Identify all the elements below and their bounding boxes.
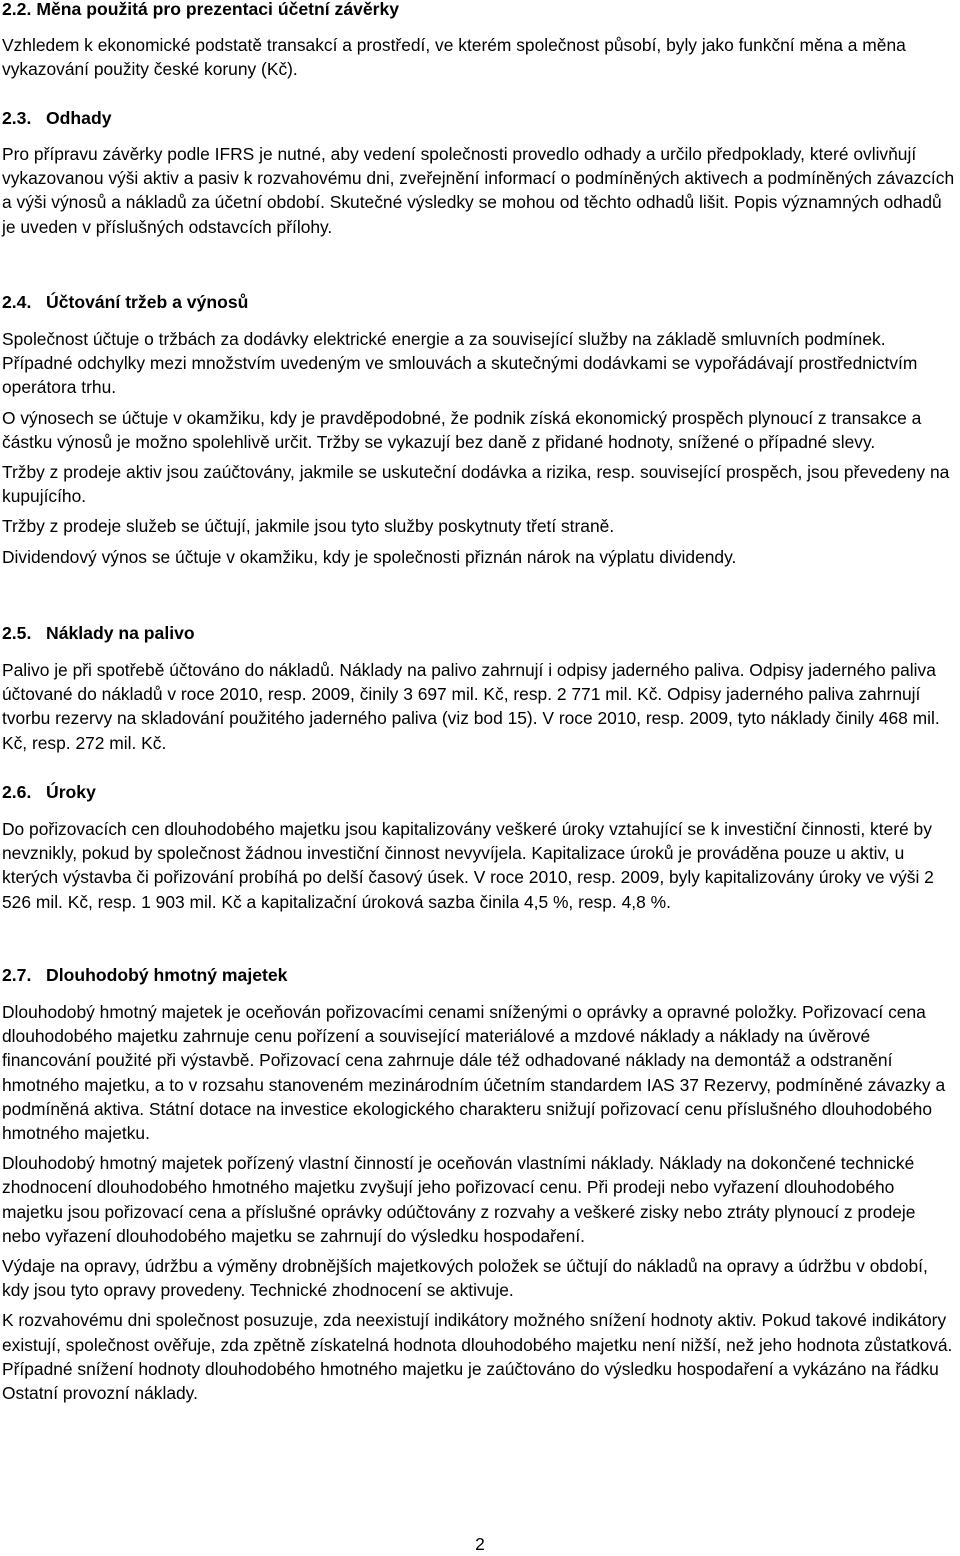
section-number: 2.2. — [2, 0, 32, 19]
paragraph: Palivo je při spotřebě účtováno do nákladů. Náklady na palivo zahrnují i odpisy jaderného paliva. Odpisy jaderného paliva účtované do nákladů v roce 2010, resp. 2009, činily 3 697 mil. Kč, resp. 2 771 mil. Kč. Odpisy jaderného paliva zahrnují tvorbu rezervy na skladování použitého jaderného paliva (viz bod 15). V roce 2010, resp. 2009, tyto náklady činily 468 mil. Kč, resp. 272 mil. Kč. — [2, 660, 940, 753]
section-heading — [2, 0, 958, 21]
section-number: 2.7. — [2, 965, 32, 985]
section-heading — [2, 963, 958, 987]
section-2-3 — [2, 106, 958, 239]
section-2-7 — [2, 963, 958, 1405]
section-2-6 — [2, 780, 958, 914]
paragraph: Společnost účtuje o tržbách za dodávky elektrické energie a za související služby na základě smluvních podmínek. Případné odchylky mezi množstvím uvedeným ve smlouvách a skutečnými dodávkami se vypořádávají prostřednictvím operátora trhu. — [2, 329, 918, 398]
section-number: 2.3. — [2, 108, 32, 128]
section-title: Náklady na palivo — [46, 623, 195, 643]
section-heading — [2, 290, 958, 314]
section-number: 2.6. — [2, 782, 32, 802]
section-2-5 — [2, 621, 958, 755]
paragraph: Dividendový výnos se účtuje v okamžiku, kdy je společnosti přiznán nárok na výplatu dividendy. — [2, 546, 737, 567]
paragraph: Výdaje na opravy, údržbu a výměny drobnějších majetkových položek se účtují do nákladů na opravy a údržbu v období, kdy jsou tyto opravy provedeny. Technické zhodnocení se aktivuje. — [2, 1256, 928, 1301]
paragraph: Dlouhodobý hmotný majetek je oceňován pořizovacími cenami sníženými o oprávky a opravné položky. Pořizovací cena dlouhodobého majetku zahrnuje cenu pořízení a související materiálové a mzdové náklady a náklady na úvěrové financování použité při výstavbě. Pořizovací cena zahrnuje dále též odhadované náklady na demontáž a odstranění hmotného majetku, a to v rozsahu stanoveném mezinárodním účetním standardem IAS 37 Rezervy, podmíněné závazky a podmíněná aktiva. Státní dotace na investice ekologického charakteru snižují pořizovací cenu příslušného dlouhodobého hmotného majetku. — [2, 1002, 946, 1144]
paragraph: Tržby z prodeje služeb se účtují, jakmile jsou tyto služby poskytnuty třetí straně. — [2, 516, 615, 537]
section-heading — [2, 780, 958, 804]
page-number: 2 — [475, 1534, 485, 1554]
section-2-4 — [2, 290, 958, 569]
paragraph: Pro přípravu závěrky podle IFRS je nutné, aby vedení společnosti provedlo odhady a určilo předpoklady, které ovlivňují vykazovanou výši aktiv a pasiv k rozvahovému dni, zveřejnění informací o podmíněných aktivech a podmíněných závazcích a výši výnosů a nákladů za účetní období. Skutečné výsledky se mohou od těchto odhadů lišit. Popis významných odhadů je uveden v příslušných odstavcích přílohy. — [2, 144, 955, 237]
paragraph: Dlouhodobý hmotný majetek pořízený vlastní činností je oceňován vlastními náklady. Náklady na dokončené technické zhodnocení dlouhodobého hmotného majetku zvyšují jeho pořizovací cenu. Při prodeji nebo vyřazení dlouhodobého majetku jsou pořizovací cena a příslušné oprávky odúčtovány z rozvahy a veškeré zisky nebo ztráty plynoucí z prodeje nebo vyřazení dlouhodobého majetku se zahrnují do výsledku hospodaření. — [2, 1153, 916, 1246]
paragraph: K rozvahovému dni společnost posuzuje, zda neexistují indikátory možného snížení hodnoty aktiv. Pokud takové indikátory existují, společnost ověřuje, zda zpětně získatelná hodnota dlouhodobého majetku není nižší, než jeho hodnota zůstatková. Případné snížení hodnoty dlouhodobého hmotného majetku je zaúčtováno do výsledku hospodaření a vykázáno na řádku Ostatní provozní náklady. — [2, 1310, 953, 1404]
section-number: 2.5. — [2, 623, 32, 643]
paragraph: O výnosech se účtuje v okamžiku, kdy je pravděpodobné, že podnik získá ekonomický prospěch plynoucí z transakce a částku výnosů je možno spolehlivě určit. Tržby se vykazují bez daně z přidané hodnoty, snížené o případné slevy. — [2, 407, 922, 452]
section-title: Měna použitá pro prezentaci účetní závěrky — [36, 0, 400, 19]
section-title: Odhady — [46, 108, 112, 128]
section-heading — [2, 106, 958, 130]
section-title: Účtování tržeb a výnosů — [46, 292, 249, 312]
section-title: Dlouhodobý hmotný majetek — [46, 965, 288, 985]
paragraph: Tržby z prodeje aktiv jsou zaúčtovány, jakmile se uskuteční dodávka a rizika, resp. související prospěch, jsou převedeny na kupujícího. — [2, 462, 950, 507]
section-number: 2.4. — [2, 292, 32, 312]
section-heading — [2, 621, 958, 645]
paragraph: Do pořizovacích cen dlouhodobého majetku jsou kapitalizovány veškeré úroky vztahující se k investiční činnosti, které by nevznikly, pokud by společnost žádnou investiční činnost nevyvíjela. Kapitalizace úroků je prováděna pouze u aktiv, u kterých výstavba či pořizování probíhá po delší časový úsek. V roce 2010, resp. 2009, byly kapitalizovány úroky ve výši 2 526 mil. Kč, resp. 1 903 mil. Kč a kapitalizační úroková sazba činila 4,5 %, resp. 4,8 %. — [2, 819, 934, 912]
section-2-2 — [2, 0, 958, 81]
section-title: Úroky — [46, 782, 96, 802]
paragraph: Vzhledem k ekonomické podstatě transakcí a prostředí, ve kterém společnost působí, byly jako funkční měna a měna vykazování použity české koruny (Kč). — [2, 35, 906, 80]
